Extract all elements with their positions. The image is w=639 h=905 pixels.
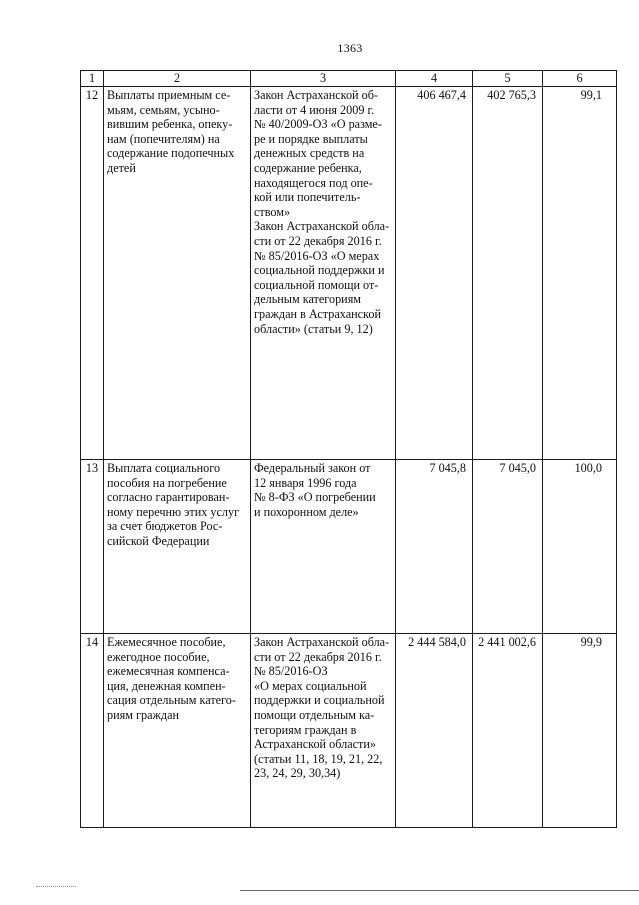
legal-basis-cell — [251, 634, 396, 828]
row-number: 13 — [81, 460, 104, 634]
value-col4: 406 467,4 — [396, 87, 473, 460]
legal-basis-text: Федеральный закон от 12 января 1996 года № 8-ФЗ «О погребении и похоронном деле» — [254, 461, 376, 519]
value-col6: 100,0 — [543, 460, 617, 634]
header-cell-2: 2 — [104, 71, 251, 87]
page-number: 1363 — [337, 41, 363, 55]
header-cell-1: 1 — [81, 71, 104, 87]
table-row — [81, 634, 617, 828]
legal-basis-text: Закон Астраханской обла- сти от 22 декабря 2016 г. № 85/2016-ОЗ «О мерах социальной поддержки и социальной помощи отдельным ка- тегориям граждан в Астраханской области» (статьи 11, 18, 19, 21, 22, 23, 24, 29, 30,34) — [254, 635, 390, 781]
expense-name-cell — [104, 460, 251, 634]
value-col5: 7 045,0 — [473, 460, 543, 634]
legal-basis-cell — [251, 87, 396, 460]
expense-name-cell — [104, 87, 251, 460]
header-cell-6: 6 — [543, 71, 617, 87]
table-header-row — [81, 71, 617, 87]
table-row — [81, 460, 617, 634]
budget-table — [80, 70, 617, 828]
expense-name-text: Выплата социального пособия на погребение согласно гарантирован- ному перечню этих услуг за счет бюджетов Рос- сийской Федерации — [107, 461, 240, 548]
header-cell-3: 3 — [251, 71, 396, 87]
row-number: 12 — [81, 87, 104, 460]
header-cell-5: 5 — [473, 71, 543, 87]
scan-edge-line — [240, 890, 639, 891]
value-col5: 402 765,3 — [473, 87, 543, 460]
row-number: 14 — [81, 634, 104, 828]
value-col5: 2 441 002,6 — [473, 634, 543, 828]
legal-basis-cell — [251, 460, 396, 634]
value-col4: 7 045,8 — [396, 460, 473, 634]
table-row — [81, 87, 617, 460]
value-col6: 99,9 — [543, 634, 617, 828]
header-cell-4: 4 — [396, 71, 473, 87]
legal-basis-text: Закон Астраханской об- ласти от 4 июня 2009 г. № 40/2009-ОЗ «О разме- ре и порядке выплаты денежных средств на содержание ребенка, находящегося под опе- кой или попечитель- ством» Закон Астраханской обла- сти от 22 декабря 2016 г. № 85/2016-ОЗ «О мерах социальной поддержки и социальной помощи от- дельным категориям граждан в Астраханской области» (статьи 9, 12) — [254, 88, 390, 336]
scan-artifact-dots — [36, 886, 76, 890]
value-col6: 99,1 — [543, 87, 617, 460]
expense-name-text: Ежемесячное пособие, ежегодное пособие, ежемесячная компенса- ция, денежная компен- сация отдельным катего- риям граждан — [107, 635, 236, 722]
expense-name-cell — [104, 634, 251, 828]
expense-name-text: Выплаты приемным се- мьям, семьям, усыно- вившим ребенка, опеку- нам (попечителям) на содержание подопечных детей — [107, 88, 235, 175]
value-col4: 2 444 584,0 — [396, 634, 473, 828]
